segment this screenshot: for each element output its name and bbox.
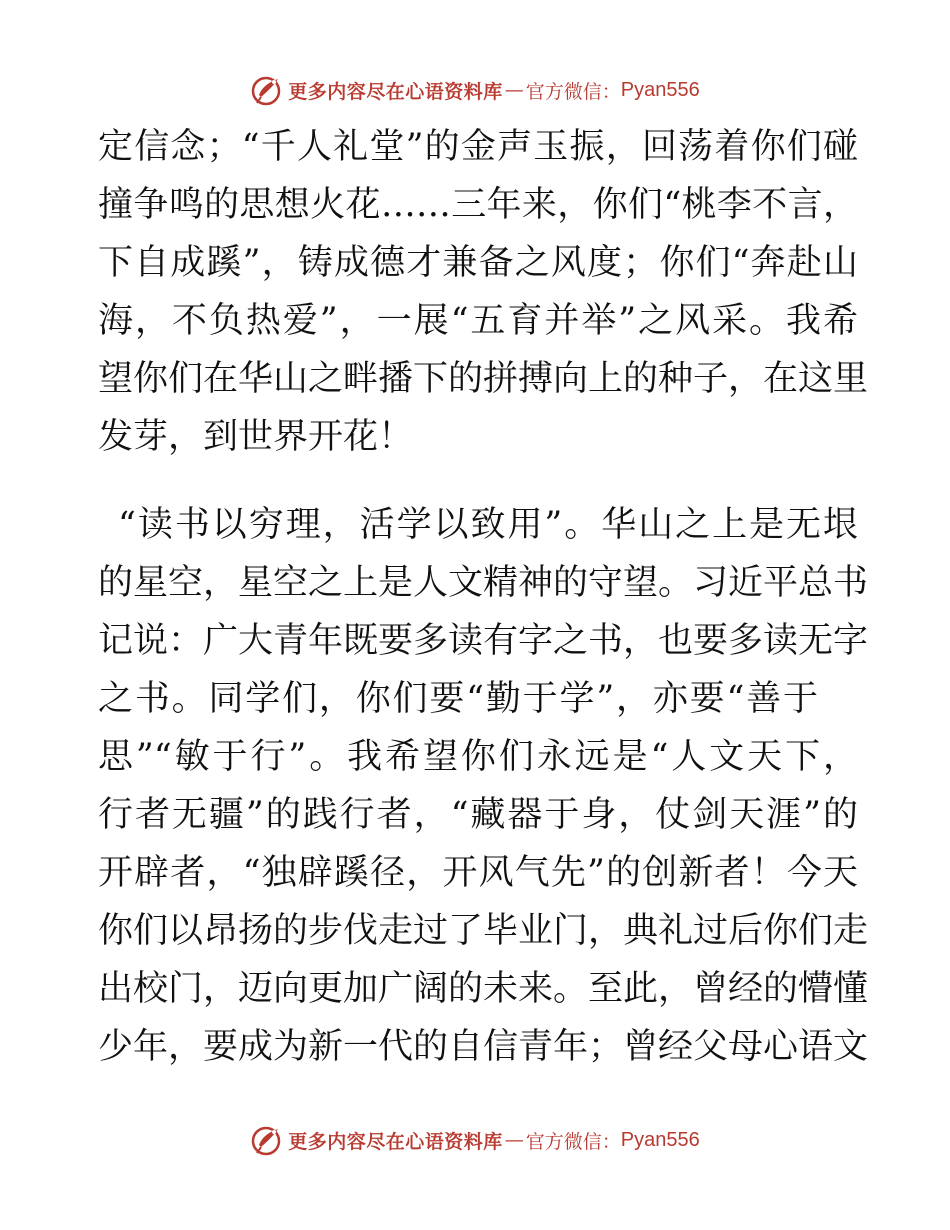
text-line: 记说：广大青年既要多读有字之书，也要多读无字 [98,621,869,661]
banner-wechat-id: Pyan556 [620,1128,700,1151]
pen-logo-icon [250,73,284,107]
text-line: “读书以穷理，活学以致用”。华山之上是无垠 [118,505,858,545]
text-line: 定信念；“千人礼堂”的金声玉振，回荡着你们碰 [98,127,858,167]
text-line: 撞争鸣的思想火花……三年来，你们“桃李不言， [98,185,858,225]
header-banner [0,70,950,110]
banner-site-text: 更多内容尽在心语资料库 [288,80,503,103]
text-line: 少年，要成为新一代的自信青年；曾经父母心语文 [98,1027,869,1067]
paragraph [98,496,869,1076]
document-body [98,118,869,1076]
text-line: 望你们在华山之畔播下的拼搏向上的种子，在这里 [98,359,869,399]
banner-separator: — [504,79,524,101]
text-line: 之书。同学们，你们要“勤于学”，亦要“善于 [98,679,818,719]
paragraph-gap [98,466,858,496]
text-line: 的星空，星空之上是人文精神的守望。习近平总书 [98,563,869,603]
paragraph [98,118,869,466]
text-line: 出校门，迈向更加广阔的未来。至此，曾经的懵懂 [98,969,869,1009]
banner-wechat-id: Pyan556 [620,78,700,101]
text-line: 发芽，到世界开花！ [98,417,414,457]
footer-banner [0,1120,950,1160]
text-line: 下自成蹊”，铸成德才兼备之风度；你们“奔赴山 [98,243,858,283]
pen-logo-icon [250,1123,284,1157]
banner-wechat-label: 官方微信： [525,1130,621,1153]
text-line: 海，不负热爱”，一展“五育并举”之风采。我希 [98,301,858,341]
banner-separator: — [504,1129,524,1151]
text-line: 行者无疆”的践行者，“藏器于身，仗剑天涯”的 [98,795,858,835]
banner-site-text: 更多内容尽在心语资料库 [288,1130,503,1153]
text-line: 思”“敏于行”。我希望你们永远是“人文天下， [98,737,858,777]
text-line: 开辟者，“独辟蹊径，开风气先”的创新者！今天 [98,853,858,893]
text-line: 你们以昂扬的步伐走过了毕业门，典礼过后你们走 [98,911,869,951]
banner-wechat-label: 官方微信： [525,80,621,103]
